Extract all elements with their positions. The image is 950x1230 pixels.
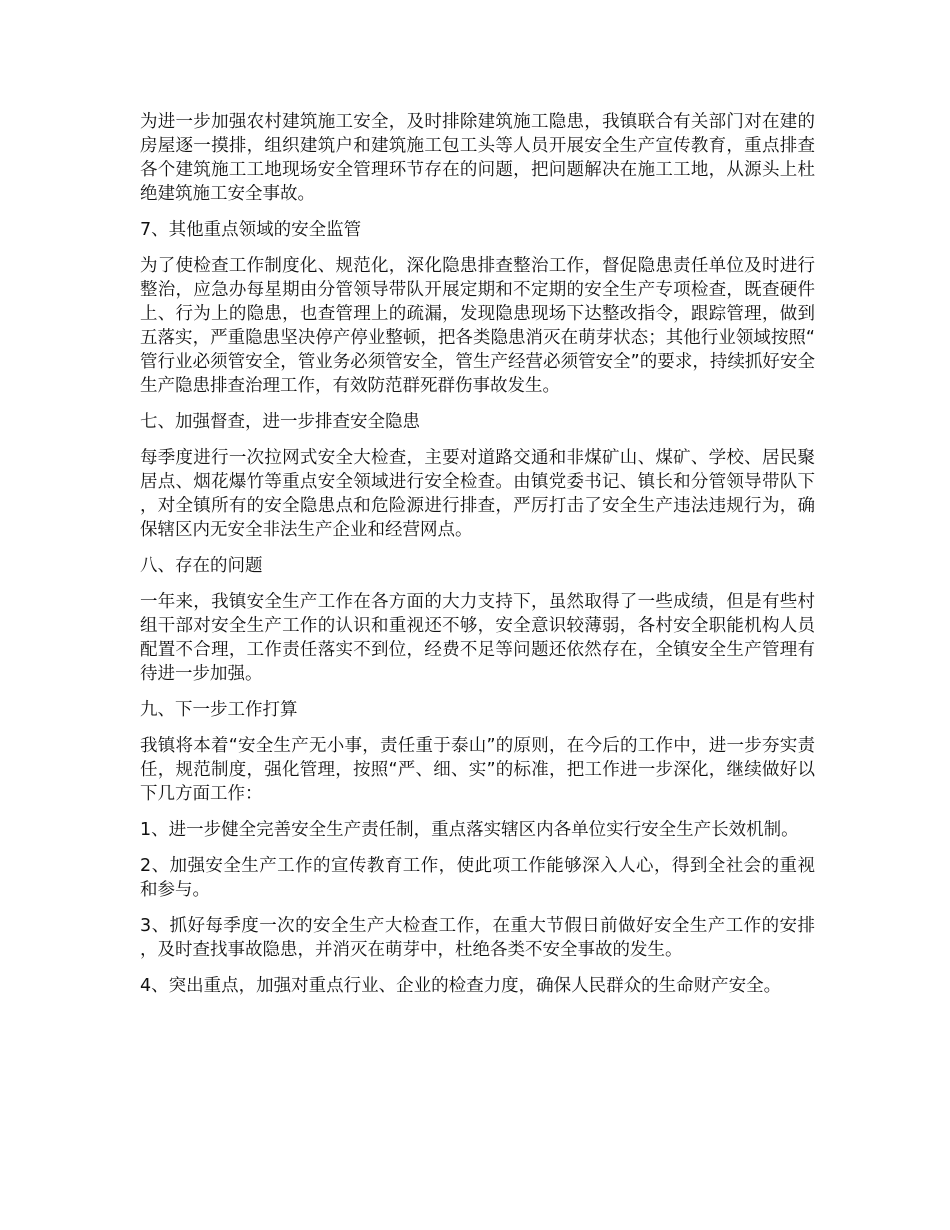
heading-other-key-areas: 7、其他重点领域的安全监管 (140, 220, 362, 240)
paragraph-quarterly-inspection: 每季度进行一次拉网式安全大检查，主要对道路交通和非煤矿山、煤矿、学校、居民聚居点、烟花爆竹等重点安全领域进行安全检查。由镇党委书记、镇长和分管领导带队下，对全镇所有的安全隐患点和危险源进行排查，严厉打击了安全生产违法违规行为，确保辖区内无安全非法生产企业和经营网点。 (140, 448, 815, 540)
heading-existing-problems: 八、存在的问题 (140, 556, 263, 576)
list-item-4: 4、突出重点，加强对重点行业、企业的检查力度，确保人民群众的生命财产安全。 (140, 976, 782, 996)
list-item-3: 3、抓好每季度一次的安全生产大检查工作，在重大节假日前做好安全生产工作的安排，及时查找事故隐患，并消灭在萌芽中，杜绝各类不安全事故的发生。 (140, 916, 815, 960)
document-body (140, 110, 815, 1010)
paragraph-construction-safety: 为进一步加强农村建筑施工安全，及时排除建筑施工隐患，我镇联合有关部门对在建的房屋逐一摸排，组织建筑户和建筑施工包工头等人员开展安全生产宣传教育，重点排查各个建筑施工工地现场安全管理环节存在的问题，把问题解决在施工工地，从源头上杜绝建筑施工安全事故。 (140, 112, 815, 204)
heading-next-steps: 九、下一步工作打算 (140, 700, 298, 720)
paragraph-inspection-system: 为了使检查工作制度化、规范化，深化隐患排查整治工作，督促隐患责任单位及时进行整治，应急办每星期由分管领导带队开展定期和不定期的安全生产专项检查，既查硬件上、行为上的隐患，也查管理上的疏漏，发现隐患现场下达整改指令，跟踪管理，做到五落实，严重隐患坚决停产停业整顿，把各类隐患消灭在萌芽状态；其他行业领域按照“管行业必须管安全，管业务必须管安全，管生产经营必须管安全”的要求，持续抓好安全生产隐患排查治理工作，有效防范群死群伤事故发生。 (140, 256, 815, 396)
paragraph-problems: 一年来，我镇安全生产工作在各方面的大力支持下，虽然取得了一些成绩，但是有些村组干部对安全生产工作的认识和重视还不够，安全意识较薄弱，各村安全职能机构人员配置不合理，工作责任落实不到位，经费不足等问题还依然存在，全镇安全生产管理有待进一步加强。 (140, 592, 815, 684)
list-item-2: 2、加强安全生产工作的宣传教育工作，使此项工作能够深入人心，得到全社会的重视和参与。 (140, 856, 815, 900)
list-item-1: 1、进一步健全完善安全生产责任制，重点落实辖区内各单位实行安全生产长效机制。 (140, 820, 799, 840)
heading-strengthen-supervision: 七、加强督查，进一步排查安全隐患 (140, 412, 420, 432)
paragraph-next-steps-intro: 我镇将本着“安全生产无小事，责任重于泰山”的原则，在今后的工作中，进一步夯实责任，规范制度，强化管理，按照“严、细、实”的标准，把工作进一步深化，继续做好以下几方面工作： (140, 736, 815, 804)
